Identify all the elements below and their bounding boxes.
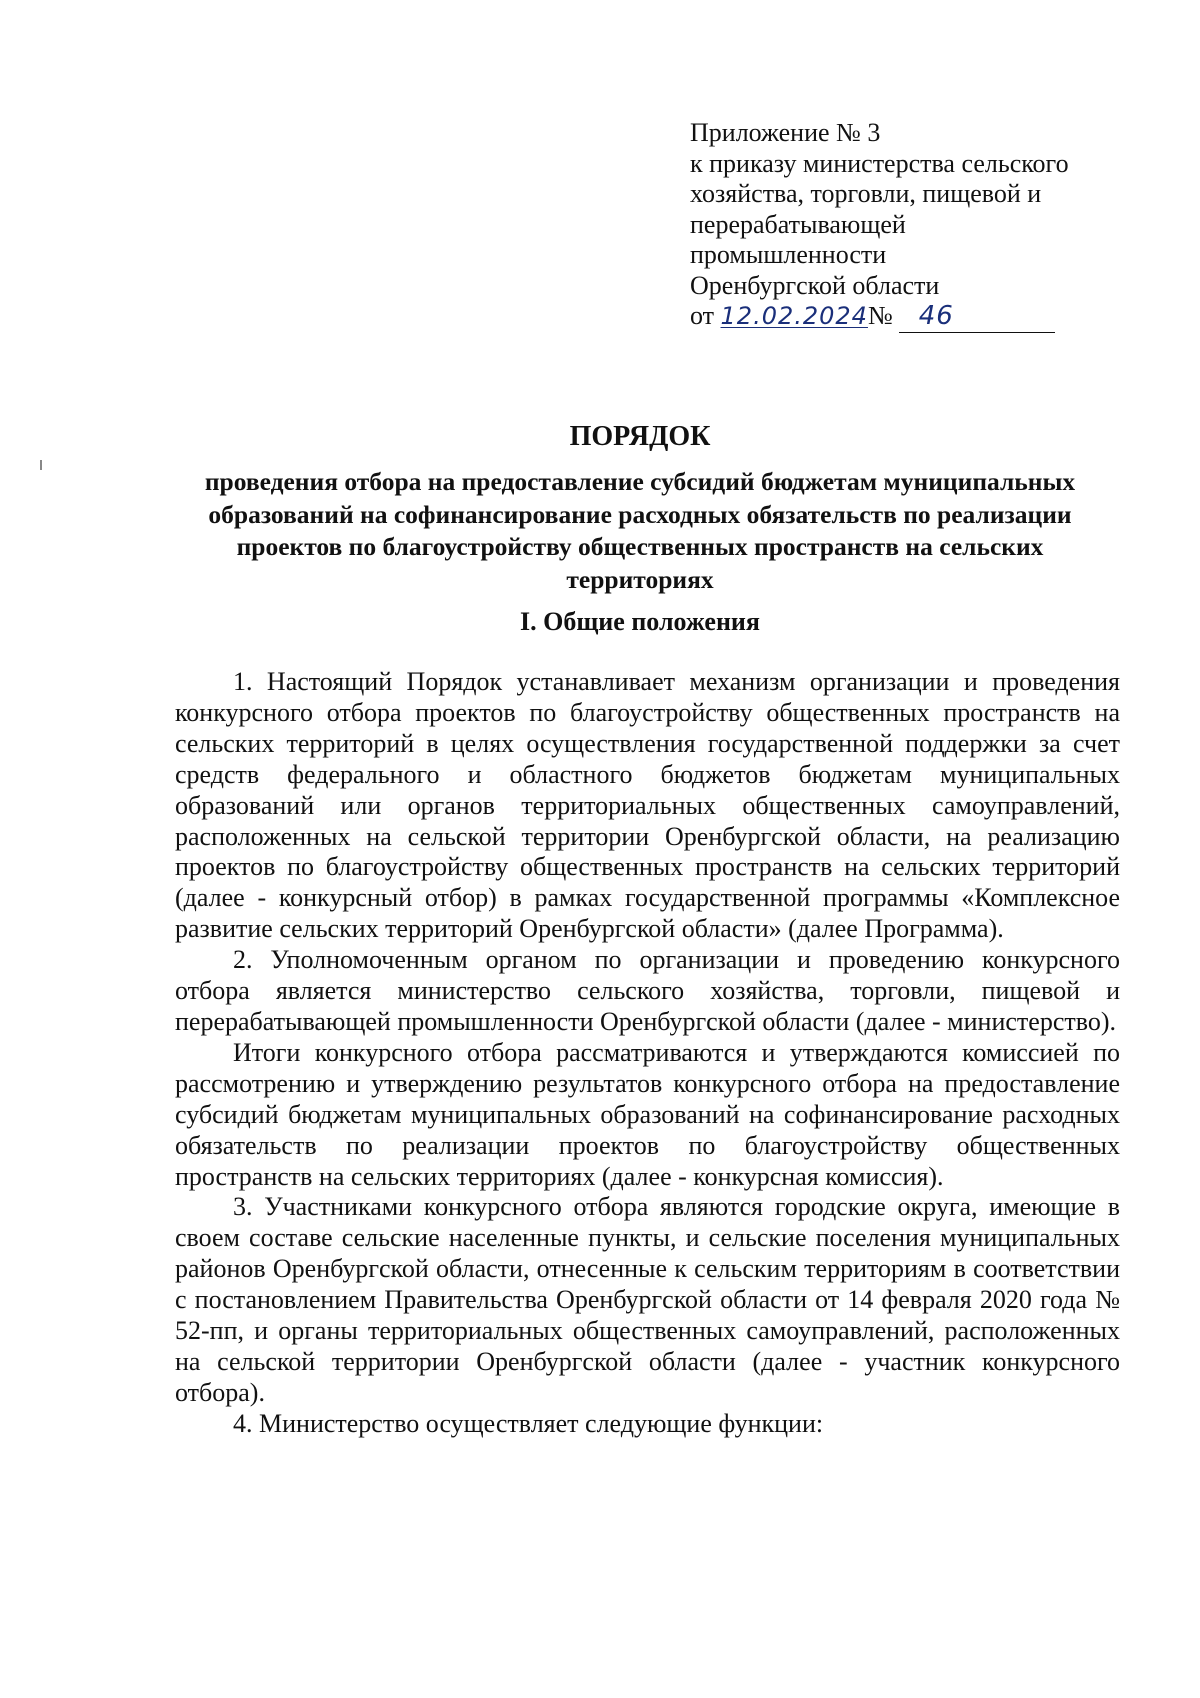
body-text	[175, 667, 1120, 1440]
paragraph: 2. Уполномоченным органом по организации и проведению конкурсного отбора является министерство сельского хозяйства, торговли, пищевой и перерабатывающей промышленности Оренбургской области (далее - министерство).	[175, 945, 1120, 1036]
appendix-line: хозяйства, торговли, пищевой и	[690, 179, 1042, 208]
handwritten-number: 46	[918, 301, 954, 331]
paragraph: 4. Министерство осуществляет следующие функции:	[233, 1408, 824, 1438]
date-prefix: от	[690, 301, 715, 330]
appendix-line: перерабатывающей	[690, 209, 906, 239]
handwritten-date: 12.02.2024	[720, 302, 868, 330]
document-subtitle: проведения отбора на предоставление субсидий бюджетам муниципальных образований на софинансирование расходных обязательств по реализации проектов по благоустройству общественных пространств на сельских территориях	[204, 467, 1076, 594]
appendix-header	[690, 118, 1110, 333]
appendix-line: Приложение № 3	[690, 118, 881, 147]
number-blank	[899, 301, 1055, 333]
appendix-line: Оренбургской области	[690, 270, 940, 300]
scan-mark	[40, 460, 42, 470]
appendix-line: промышленности	[690, 240, 887, 269]
appendix-line: к приказу министерства сельского	[690, 148, 1069, 178]
paragraph: 3. Участниками конкурсного отбора являются городские округа, имеющие в своем составе сельские населенные пункты, и сельские поселения муниципальных районов Оренбургской области, отнесенные к сельским территориям в соответствии с постановлением Правительства Оренбургской области от 14 февраля 2020 года № 52-пп, и органы территориальных общественных самоуправлений, расположенных на сельской территории Оренбургской области (далее - участник конкурсного отбора).	[175, 1192, 1120, 1407]
paragraph: Итоги конкурсного отбора рассматриваются и утверждаются комиссией по рассмотрению и утверждению результатов конкурсного отбора на предоставление субсидий бюджетам муниципальных образований на софинансирование расходных обязательств по реализации проектов по благоустройству общественных пространств на сельских территориях (далее - конкурсная комиссия).	[175, 1037, 1120, 1191]
number-prefix: №	[867, 301, 893, 330]
document-title: ПОРЯДОК	[569, 421, 711, 452]
title-block	[160, 420, 1120, 596]
order-date-number	[690, 301, 1110, 333]
section-heading: I. Общие положения	[520, 607, 760, 636]
paragraph: 1. Настоящий Порядок устанавливает механизм организации и проведения конкурсного отбора проектов по благоустройству общественных пространств на сельских территорий в целях осуществления государственной поддержки за счет средств федерального и областного бюджетов бюджетам муниципальных образований или органов территориальных общественных самоуправлений, расположенных на сельской территории Оренбургской области, на реализацию проектов по благоустройству общественных пространств на сельских территорий (далее - конкурсный отбор) в рамках государственной программы «Комплексное развитие сельских территорий Оренбургской области» (далее Программа).	[175, 667, 1120, 944]
